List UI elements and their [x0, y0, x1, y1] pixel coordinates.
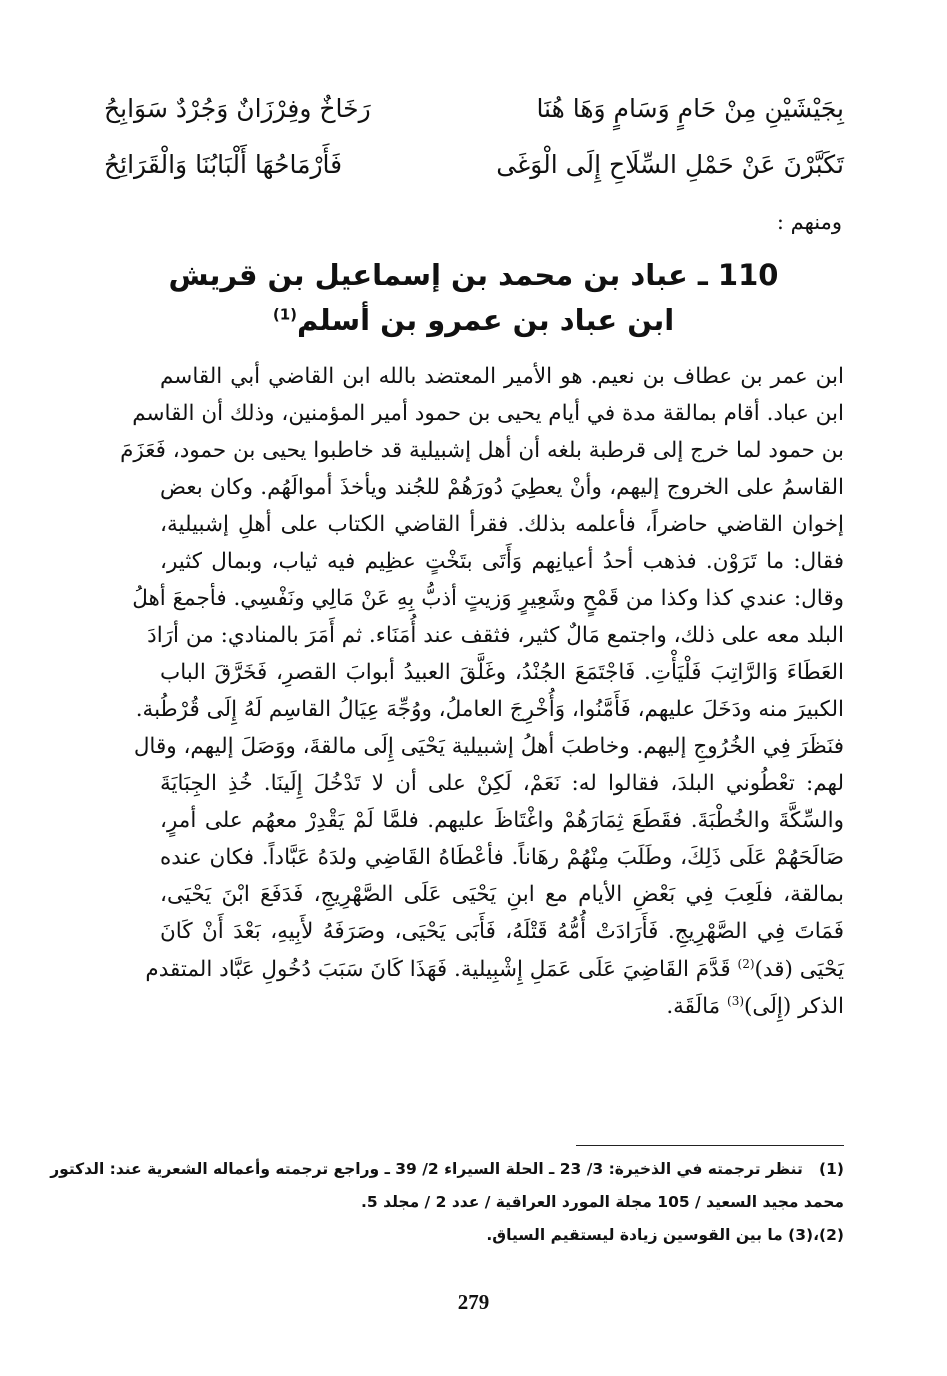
body-line-18-start: الذكر (إِلَى) [744, 994, 844, 1020]
poem-line-1-right: بِجَيْشَيْنِ مِنْ حَامٍ وَسَامٍ وَهَا هُنَا [536, 94, 844, 123]
footnote-1-line-2: محمد مجيد السعيد / 105 مجلة المورد العراقية / عدد 2 / مجلد 5. [361, 1193, 844, 1211]
footnote-2-number: (2)،(3) [788, 1226, 844, 1244]
footnote-2 [486, 1226, 844, 1244]
body-line-11: فنَظَرَ فِي الخُرُوجِ إليهم. وخاطبَ أهلُ إشبيلية يَحْيَى إِلَى مالقةَ، ووَصَلَ إليهم، وقال [133, 734, 844, 759]
body-line-10: الكبيرَ منه ودَخَلَ عليهم، فَأَمَّنُوا، وَأُخْرِجَ العاملُ، ووُجِّهَ عِيَالُ القاسِم لَهُ إِلَى قُرْطُبة. [135, 697, 844, 722]
poem-line-2-right: تَكَبَّرْنَ عَنْ حَمْلِ السِّلَاحِ إِلَى الْوَغَى [496, 150, 844, 179]
footnote-1-line-1 [50, 1160, 844, 1178]
body-line-5: إخوان القاضي حاضراً، فأعلمه بذلك. فقرأ القاضي الكتاب على أهلِ إشبيلية، [160, 512, 844, 537]
entry-title-text: ابن عباد بن عمرو بن أسلم [297, 303, 675, 337]
body-line-18 [666, 995, 844, 1018]
footnote-1-number: (1) [819, 1160, 844, 1178]
body-line-13: والسِّكَّةَ والخُطْبَةَ. فقَطَعَ ثِمَارَهُمْ واغْتَاظَ عليهم. فلمَّا لَمْ يَقْدِرْ معهُم على أمرٍ، [160, 808, 844, 833]
poem-line-2-left: فَأَرْمَاحُهَا أَلْبَابُنَا وَالْقَرَائِحُ [104, 150, 343, 179]
footnote-ref-3: (3) [727, 994, 745, 1008]
footnote-ref-2: (2) [737, 957, 755, 971]
body-line-17-start: يَحْيَى (قد) [754, 957, 844, 983]
entry-title-line-1: 110 ـ عباد بن محمد بن إسماعيل بن قريش [168, 258, 779, 292]
body-line-7: وقال: عندي كذا وكذا من قَمْحٍ وشَعِيرٍ وَزيتٍ أذبُّ بِهِ عَنْ مَالِي ونَفْسِي. فأجمعَ أهلُ [132, 586, 844, 611]
body-line-18-end: مَالَقَة. [666, 994, 721, 1020]
body-line-9: العَطَاءَ وَالرَّاتِبَ فَلْيَأْتِ. فَاجْتَمَعَ الجُنْدُ، وغَلَّقَ العبيدُ أبوابَ القصرِ، فَخَرَّقَ الباب [160, 660, 844, 685]
body-line-8: البلد معه على ذلك، واجتمع مَالٌ كثير، فثقف عند أُمَنَاء. ثم أَمَرَ بالمنادي: من أرَادَ [147, 623, 844, 648]
body-line-16: فَمَاتَ فِي الصَّهْرِيجِ. فَأَرَادَتْ أُمُّهُ قَتْلَهُ، فَأَبَى يَحْيَى، وصَرَفَهُ لأَبِيهِ، بَعْدَ أَنْ كَانَ [160, 919, 844, 944]
footnote-divider [576, 1145, 844, 1146]
entry-title-line-2 [0, 303, 947, 337]
body-line-1: ابن عمر بن عطاف بن نعيم. هو الأمير المعتضد بالله ابن القاضي أبي القاسم [160, 364, 844, 389]
body-line-6: فقال: ما تَرَوْن. فذهب أحدُ أعيانِهم وَأَتَى بتَخْتٍ عظِيم فيه ثياب، وبمال كثير، [160, 549, 844, 574]
section-label: ومنهم : [776, 210, 842, 234]
body-line-15: بمالقة، فلَعِبَ فِي بَعْضِ الأيام مع ابنِ يَحْيَى عَلَى الصَّهْرِيجِ، فَدَفَعَ ابْنَ يَحْيَى، [160, 882, 844, 907]
footnote-2-text: ما بين القوسين زيادة ليستقيم السياق. [486, 1226, 783, 1244]
body-line-4: القاسمُ على الخروج إليهم، وأنْ يعطِيَ دُورَهُمْ للجُند ويأخذَ أموالَهُم. وكان بعض [160, 475, 844, 500]
body-line-17-rest: قَدَّمَ القَاضِيَ عَلَى عَمَلِ إِشْبِيلية. فَهَذَا كَانَ سَبَبَ دُخُولِ عَبَّاد المتقدم [145, 957, 731, 983]
page-number: 279 [457, 1290, 490, 1314]
body-line-17 [145, 957, 844, 983]
footnote-1-text: تنظر ترجمته في الذخيرة: 3/ 23 ـ الحلة السيراء 2/ 39 ـ وراجع ترجمته وأعماله الشعرية عند: الدكتور [50, 1160, 803, 1178]
poem-line-1-left: رَخَاخٌ وفِرْزَانٌ وَجُرْدٌ سَوَابِحُ [104, 94, 371, 123]
body-line-3: بن حمود لما خرج إلى قرطبة بلغه أن أهل إشبيلية قد خاطبوا يحيى بن حمود، فَعَزَمَ [120, 438, 844, 463]
body-line-14: صَالَحَهُمْ عَلَى ذَلِكَ، وطَلَبَ مِنْهُمْ رهَاناً. فأعْطَاهُ القَاضِي ولدَهُ عَبَّاداً. فكان عنده [160, 845, 844, 870]
footnote-ref-1: (1) [272, 305, 297, 324]
body-line-12: لهم: تعْطُوني البلدَ، فقالوا له: نَعَمْ، لَكِنْ على أن لا تَدْخُلَ إِلَينَا. خُذِ الجِبَايَةَ [160, 771, 844, 796]
body-line-2: ابن عباد. أقام بمالقة مدة في أيام يحيى بن حمود أمير المؤمنين، وذلك أن القاسم [132, 401, 844, 426]
